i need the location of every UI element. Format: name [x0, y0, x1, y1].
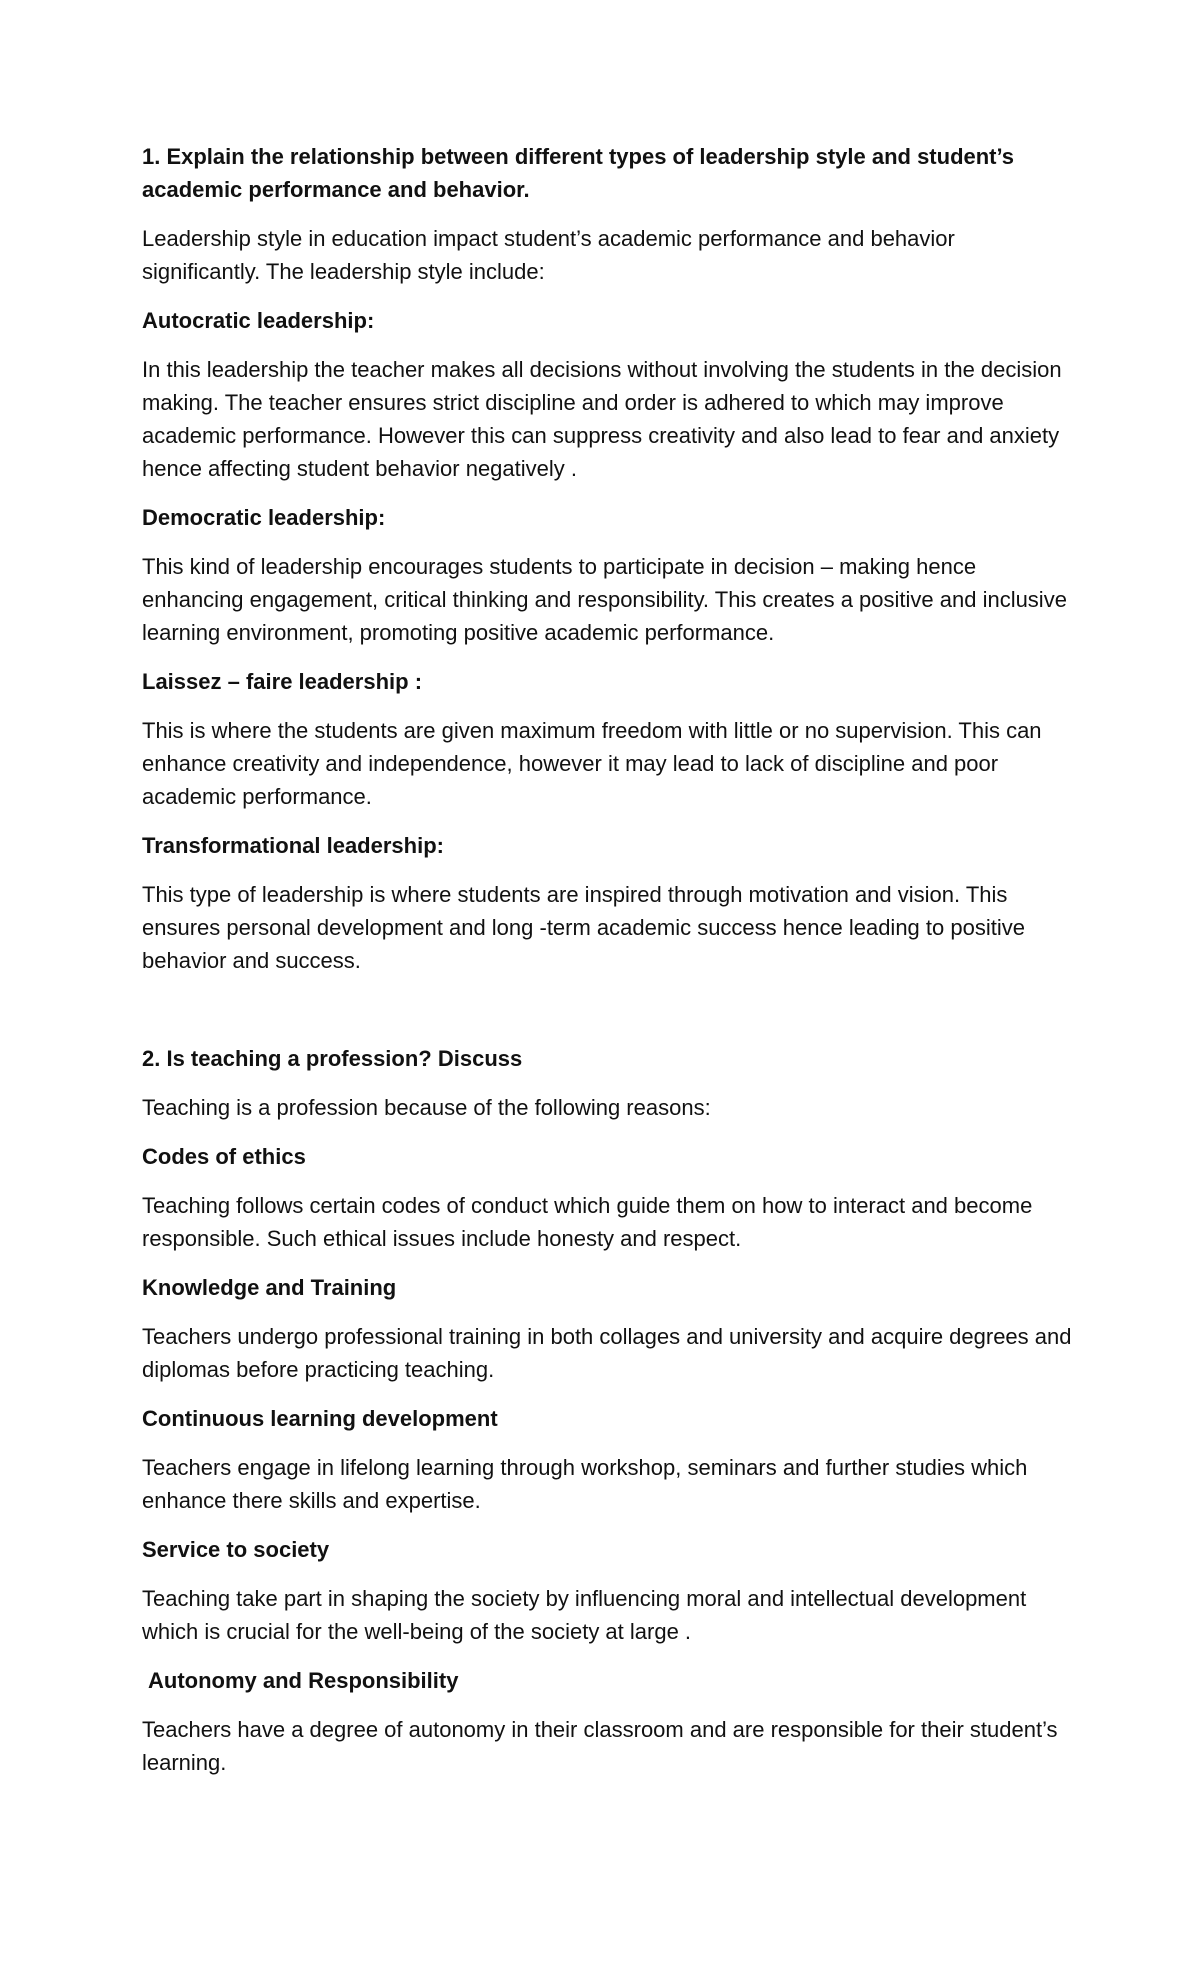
transformational-body: This type of leadership is where students are inspired through motivation and vision. This ensures personal development and long -term academic success hence leading to positive behavior and success. [142, 882, 1025, 973]
autocratic-body: In this leadership the teacher makes all decisions without involving the students in the decision making. The teacher ensures strict discipline and order is adhered to which may improve academic performance. However this can suppress creativity and also lead to fear and anxiety hence affecting student behavior negatively . [142, 357, 1062, 481]
democratic-body: This kind of leadership encourages students to participate in decision – making hence enhancing engagement, critical thinking and responsibility. This creates a positive and inclusive learning environment, promoting positive academic performance. [142, 554, 1067, 645]
transformational-heading: Transformational leadership: [142, 833, 444, 858]
document-body [142, 140, 1072, 1795]
question-2-title: 2. Is teaching a profession? Discuss [142, 1046, 523, 1071]
continuous-learning-body: Teachers engage in lifelong learning through workshop, seminars and further studies which enhance there skills and expertise. [142, 1455, 1028, 1513]
laissez-faire-body: This is where the students are given maximum freedom with little or no supervision. This can enhance creativity and independence, however it may lead to lack of discipline and poor academic performance. [142, 718, 1042, 809]
question-2-intro: Teaching is a profession because of the following reasons: [142, 1095, 711, 1120]
section-spacer [142, 993, 1072, 1042]
democratic-heading: Democratic leadership: [142, 505, 386, 530]
service-to-society-heading: Service to society [142, 1537, 330, 1562]
knowledge-training-heading: Knowledge and Training [142, 1275, 397, 1300]
codes-of-ethics-body: Teaching follows certain codes of conduct which guide them on how to interact and become responsible. Such ethical issues include honesty and respect. [142, 1193, 1033, 1251]
question-1-title: 1. Explain the relationship between different types of leadership style and student’s academic performance and behavior. [142, 144, 1015, 202]
autonomy-body: Teachers have a degree of autonomy in their classroom and are responsible for their student’s learning. [142, 1717, 1058, 1775]
knowledge-training-body: Teachers undergo professional training in both collages and university and acquire degrees and diplomas before practicing teaching. [142, 1324, 1072, 1382]
codes-of-ethics-heading: Codes of ethics [142, 1144, 306, 1169]
autocratic-heading: Autocratic leadership: [142, 308, 375, 333]
service-to-society-body: Teaching take part in shaping the society by influencing moral and intellectual development which is crucial for the well-being of the society at large . [142, 1586, 1027, 1644]
continuous-learning-heading: Continuous learning development [142, 1406, 498, 1431]
laissez-faire-heading: Laissez – faire leadership : [142, 669, 423, 694]
autonomy-heading: Autonomy and Responsibility [148, 1668, 459, 1693]
question-1-intro: Leadership style in education impact student’s academic performance and behavior significantly. The leadership style include: [142, 226, 955, 284]
